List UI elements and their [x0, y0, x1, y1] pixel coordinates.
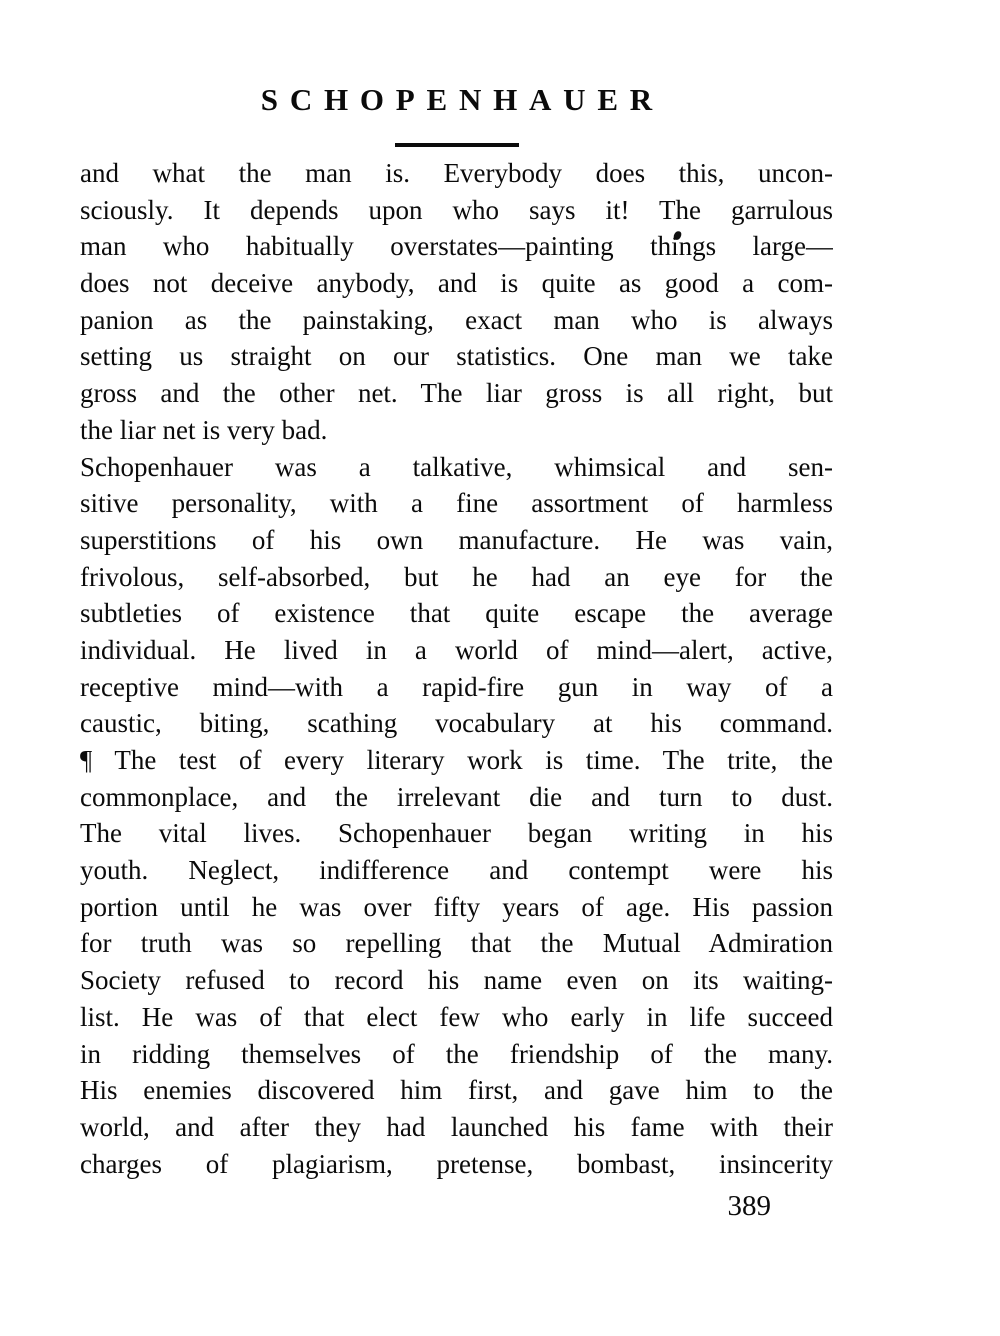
text-line: caustic, biting, scathing vocabulary at his command.: [80, 708, 833, 739]
text-line: individual. He lived in a world of mind—alert, active,: [80, 634, 833, 665]
text-line: The vital lives. Schopenhauer began writing in his: [80, 818, 833, 849]
text-line: world, and after they had launched his fame with their: [80, 1111, 833, 1142]
page-number: 389: [727, 1190, 771, 1222]
text-line: setting us straight on our statistics. One man we take: [80, 341, 833, 372]
text-line: man who habitually overstates—painting things large—: [80, 231, 833, 262]
text-line: Schopenhauer was a talkative, whimsical and sen-: [80, 451, 833, 482]
text-line: His enemies discovered him first, and gave him to the: [80, 1075, 833, 1106]
page-title: SCHOPENHAUER: [260, 82, 664, 117]
text-line: charges of plagiarism, pretense, bombast, insincerity: [80, 1148, 833, 1179]
body-text: [80, 155, 833, 1182]
text-line: for truth was so repelling that the Mutual Admiration: [80, 928, 833, 959]
text-line: ¶ The test of every literary work is time. The trite, the: [80, 745, 833, 775]
text-line: Society refused to record his name even on its waiting-: [80, 965, 833, 996]
text-line: gross and the other net. The liar gross is all right, but: [80, 378, 833, 409]
text-line: sitive personality, with a fine assortment of harmless: [80, 488, 833, 519]
text-line: frivolous, self-absorbed, but he had an eye for the: [80, 561, 833, 592]
text-line: superstitions of his own manufacture. He was vain,: [80, 524, 833, 555]
text-line: receptive mind—with a rapid-fire gun in way of a: [80, 671, 833, 702]
text-line: sciously. It depends upon who says it! The garrulous: [80, 194, 833, 225]
text-line: does not deceive anybody, and is quite as good a com-: [80, 268, 833, 299]
title-divider-rule: [395, 143, 519, 147]
text-line: subtleties of existence that quite escape the average: [80, 598, 833, 629]
text-line: list. He was of that elect few who early in life succeed: [80, 1001, 833, 1032]
text-line: panion as the painstaking, exact man who is always: [80, 304, 833, 335]
text-line: commonplace, and the irrelevant die and turn to dust.: [80, 781, 833, 812]
text-line: in ridding themselves of the friendship of the many.: [80, 1038, 833, 1069]
text-line: youth. Neglect, indifference and contempt were his: [80, 855, 833, 886]
text-line: portion until he was over fifty years of age. His passion: [80, 891, 833, 922]
text-line: the liar net is very bad.: [80, 414, 328, 445]
text-line: and what the man is. Everybody does this, uncon-: [80, 158, 833, 188]
text-block: [80, 0, 833, 1336]
